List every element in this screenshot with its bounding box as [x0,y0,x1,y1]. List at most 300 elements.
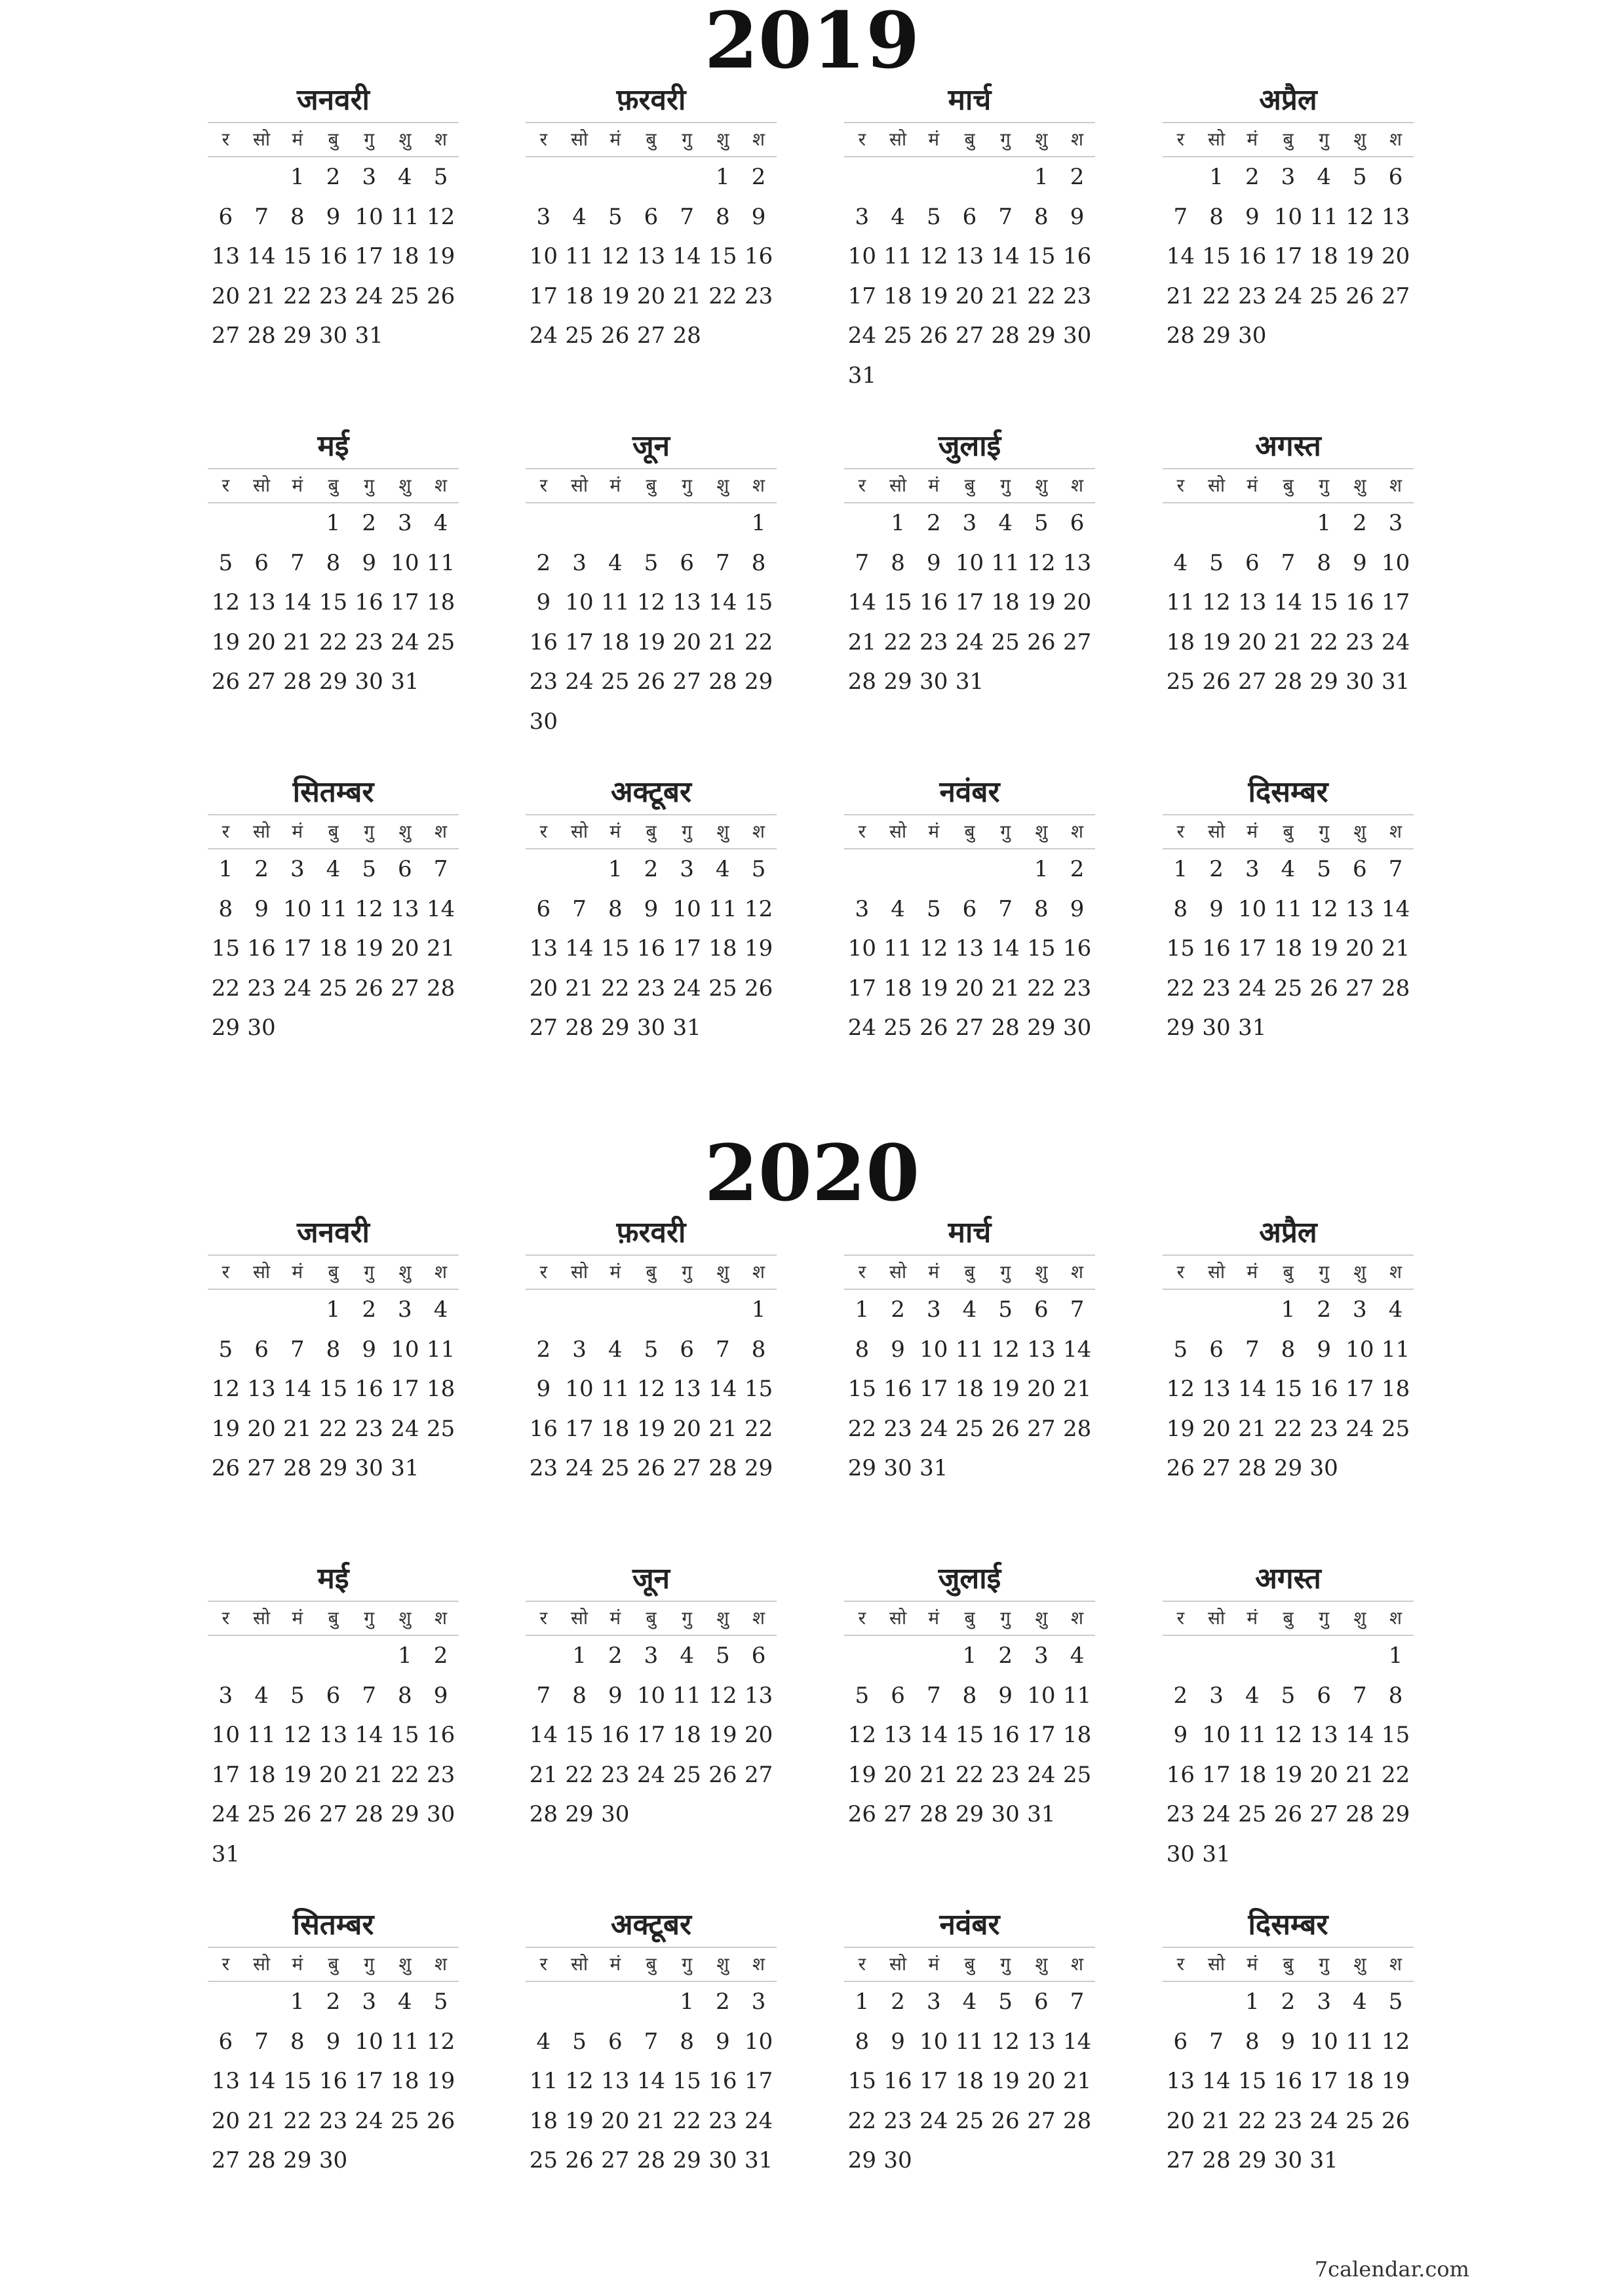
weekday-label: र [1176,1953,1185,1975]
empty-day-cell [526,1636,562,1676]
day-cell: 16 [636,935,666,962]
year-title: 2019 [704,0,920,86]
day-cell: 30 [1238,322,1267,349]
day-cell: 19 [1381,2068,1410,2094]
empty-day-cell [1199,1982,1235,2022]
day-cell: 1 [572,1643,587,1669]
day-cell: 23 [1273,2107,1303,2134]
day-cell: 13 [1345,895,1374,922]
weekday-label: मं [1247,1953,1258,1975]
month-block [1163,425,1414,702]
day-cell: 23 [355,629,383,655]
empty-day-cell [208,1290,244,1330]
day-cell: 24 [529,322,558,349]
day-cell: 3 [1245,856,1260,882]
month-block [208,1903,459,2181]
day-cell: 28 [283,669,312,695]
day-cell: 5 [644,1336,659,1363]
day-cell: 5 [855,1682,870,1709]
day-cell: 18 [1238,1761,1267,1788]
day-cell: 8 [326,549,341,576]
month-block [526,1903,777,2181]
day-cell: 9 [891,1336,905,1363]
month-name: फ़रवरी [616,1216,686,1249]
day-cell: 8 [716,203,730,230]
weekday-label: र [222,128,230,150]
day-cell: 3 [1353,1296,1367,1323]
day-cell: 30 [1345,669,1374,695]
day-cell: 17 [847,975,876,1002]
day-cell: 1 [1317,510,1331,536]
day-cell: 22 [565,1761,594,1788]
day-cell: 25 [672,1761,701,1788]
day-cell: 15 [601,935,630,962]
day-cell: 18 [1062,1722,1092,1748]
day-cell: 12 [636,589,666,615]
day-cell: 30 [1166,1840,1195,1867]
day-cell: 18 [1166,629,1195,655]
day-cell: 18 [1309,243,1338,269]
month-block [1163,79,1414,356]
day-cell: 30 [708,2147,737,2173]
day-cell: 22 [1202,282,1231,309]
weekday-label: बु [1283,1261,1294,1283]
empty-day-cell [633,1290,669,1330]
day-cell: 31 [1238,1015,1267,1041]
day-cell: 24 [919,1415,948,1442]
day-cell: 25 [1345,2107,1374,2134]
weekday-label: सो [252,475,271,496]
day-cell: 29 [1238,2147,1267,2173]
day-cell: 6 [1209,1336,1224,1363]
weekday-label: र [1176,128,1185,150]
weekday-label: बु [1283,128,1294,150]
day-cell: 19 [211,1415,240,1442]
day-cell: 1 [716,164,730,190]
day-cell: 25 [955,2107,984,2134]
month-block [526,771,777,1048]
day-cell: 28 [991,1015,1020,1041]
day-cell: 18 [955,2068,984,2094]
day-cell: 13 [391,895,419,922]
day-cell: 24 [1345,1415,1374,1442]
day-cell: 26 [426,2107,455,2134]
day-cell: 18 [991,589,1020,615]
day-cell: 5 [290,1682,305,1709]
day-cell: 3 [1388,510,1403,536]
day-cell: 29 [319,1455,348,1481]
empty-day-cell [1163,1636,1199,1676]
weekday-label: मं [1247,821,1258,842]
empty-day-cell [1199,1636,1235,1676]
month-name: अगस्त [1255,429,1321,463]
day-cell: 14 [919,1722,948,1748]
weekday-label: बु [646,475,657,496]
day-cell: 2 [1353,510,1367,536]
day-cell: 25 [1166,669,1195,695]
day-cell: 11 [319,895,348,922]
day-cell: 24 [283,975,312,1002]
day-cell: 30 [636,1015,666,1041]
day-cell: 18 [708,935,737,962]
day-cell: 3 [644,1643,659,1669]
day-cell: 11 [955,2028,984,2055]
day-cell: 4 [1388,1296,1403,1323]
month-name: अप्रैल [1259,1216,1317,1249]
empty-day-cell [952,157,988,197]
day-cell: 22 [708,282,737,309]
day-cell: 11 [883,935,912,962]
day-cell: 29 [847,2147,876,2173]
day-cell: 17 [955,589,984,615]
day-cell: 21 [247,282,276,309]
day-cell: 1 [218,856,233,882]
day-cell: 8 [1281,1336,1296,1363]
day-cell: 20 [601,2107,630,2134]
weekday-label: सो [570,1607,589,1629]
weekday-label: श [435,128,448,150]
day-cell: 23 [1166,1801,1195,1827]
day-cell: 21 [847,629,876,655]
day-cell: 19 [1202,629,1231,655]
day-cell: 26 [991,2107,1020,2134]
day-cell: 1 [855,1296,870,1323]
day-cell: 15 [391,1722,419,1748]
day-cell: 18 [426,1376,455,1402]
weekday-label: मं [292,1261,303,1283]
day-cell: 22 [283,2107,312,2134]
weekday-header [208,1601,459,1636]
weekday-label: र [222,821,230,842]
day-cell: 14 [247,2068,276,2094]
weekday-label: सो [570,1953,589,1975]
day-cell: 30 [319,322,348,349]
day-cell: 11 [1345,2028,1374,2055]
weekday-label: बु [328,1607,339,1629]
day-cell: 17 [565,1415,594,1442]
weekday-label: शु [398,128,412,150]
day-cell: 20 [672,1415,701,1442]
day-cell: 31 [391,669,419,695]
day-cell: 11 [391,203,419,230]
day-cell: 17 [847,282,876,309]
weekday-label: सो [570,475,589,496]
weekday-label: शु [1035,821,1048,842]
weekday-label: श [1071,475,1084,496]
day-cell: 28 [636,2147,666,2173]
day-cell: 28 [708,669,737,695]
day-cell: 7 [536,1682,551,1709]
day-cell: 11 [391,2028,419,2055]
weekday-label: श [435,1261,448,1283]
weekday-label: शु [716,821,729,842]
day-cell: 21 [991,282,1020,309]
day-cell: 12 [919,243,948,269]
day-cell: 29 [601,1015,630,1041]
day-cell: 30 [1062,1015,1092,1041]
day-cell: 3 [751,1989,766,2015]
day-cell: 2 [1281,1989,1296,2015]
day-cell: 21 [355,1761,383,1788]
weekday-label: सो [252,821,271,842]
day-cell: 13 [1309,1722,1338,1748]
day-cell: 31 [211,1840,240,1867]
day-cell: 7 [1070,1296,1085,1323]
day-cell: 22 [883,629,912,655]
empty-day-cell [526,849,562,889]
day-cell: 10 [847,243,876,269]
empty-day-cell [1306,1636,1342,1676]
month-block [208,79,459,356]
empty-day-cell [916,157,952,197]
day-cell: 4 [1281,856,1296,882]
day-cell: 30 [355,1455,383,1481]
day-cell: 14 [355,1722,383,1748]
weekday-label: गु [364,475,375,496]
day-cell: 29 [955,1801,984,1827]
day-cell: 11 [1062,1682,1092,1709]
day-cell: 1 [326,1296,341,1323]
weekday-label: बु [646,128,657,150]
day-cell: 16 [1166,1761,1195,1788]
day-cell: 23 [744,282,773,309]
day-cell: 25 [1273,975,1303,1002]
empty-day-cell [208,157,244,197]
weekday-label: शु [716,1953,729,1975]
weekday-label: मं [609,1261,621,1283]
day-grid [208,849,459,1048]
day-cell: 20 [247,1415,276,1442]
day-cell: 6 [1070,510,1085,536]
day-cell: 28 [426,975,455,1002]
weekday-label: र [222,1261,230,1283]
day-grid [1163,503,1414,702]
day-cell: 23 [601,1761,630,1788]
weekday-label: शु [1353,475,1366,496]
day-cell: 28 [991,322,1020,349]
day-cell: 12 [1202,589,1231,615]
day-cell: 15 [283,243,312,269]
day-cell: 27 [1027,2107,1056,2134]
day-cell: 1 [751,510,766,536]
day-cell: 14 [1062,1336,1092,1363]
day-cell: 4 [891,203,905,230]
day-cell: 5 [1353,164,1367,190]
day-cell: 8 [1245,2028,1260,2055]
day-cell: 18 [883,282,912,309]
day-cell: 9 [1317,1336,1331,1363]
day-cell: 1 [398,1643,412,1669]
day-cell: 14 [529,1722,558,1748]
day-cell: 16 [708,2068,737,2094]
weekday-label: बु [328,475,339,496]
month-block [526,1557,777,1835]
day-cell: 17 [1238,935,1267,962]
weekday-label: र [539,821,548,842]
day-cell: 3 [1034,1643,1049,1669]
day-cell: 17 [1027,1722,1056,1748]
day-cell: 13 [211,2068,240,2094]
day-cell: 26 [919,322,948,349]
day-cell: 18 [565,282,594,309]
weekday-label: गु [682,128,693,150]
day-cell: 10 [355,2028,383,2055]
day-cell: 26 [919,1015,948,1041]
weekday-label: शु [716,1261,729,1283]
day-cell: 5 [572,2028,587,2055]
day-cell: 18 [391,2068,419,2094]
weekday-header [208,122,459,157]
day-cell: 13 [955,243,984,269]
day-cell: 27 [247,669,276,695]
day-cell: 18 [1381,1376,1410,1402]
day-cell: 1 [1388,1643,1403,1669]
weekday-label: मं [609,821,621,842]
day-cell: 20 [211,282,240,309]
weekday-label: बु [328,128,339,150]
weekday-header [1163,1601,1414,1636]
day-cell: 10 [919,2028,948,2055]
day-cell: 26 [1166,1455,1195,1481]
day-cell: 3 [536,203,551,230]
day-cell: 10 [919,1336,948,1363]
day-cell: 28 [247,322,276,349]
day-cell: 5 [1281,1682,1296,1709]
day-cell: 24 [1202,1801,1231,1827]
day-cell: 16 [991,1722,1020,1748]
day-cell: 1 [1245,1989,1260,2015]
day-cell: 23 [247,975,276,1002]
weekday-header [208,1255,459,1290]
weekday-label: सो [252,128,271,150]
day-cell: 27 [883,1801,912,1827]
day-cell: 9 [1353,549,1367,576]
day-cell: 1 [326,510,341,536]
day-cell: 12 [991,1336,1020,1363]
day-cell: 25 [883,1015,912,1041]
weekday-label: शु [1035,1261,1048,1283]
day-cell: 19 [1273,1761,1303,1788]
day-cell: 25 [708,975,737,1002]
weekday-label: र [222,1953,230,1975]
day-cell: 22 [1381,1761,1410,1788]
day-cell: 18 [247,1761,276,1788]
day-cell: 12 [1381,2028,1410,2055]
weekday-label: श [1389,821,1402,842]
month-name: नवंबर [939,775,1000,809]
day-cell: 14 [1238,1376,1267,1402]
day-cell: 7 [855,549,870,576]
day-cell: 7 [716,1336,730,1363]
weekday-label: सो [252,1953,271,1975]
day-cell: 7 [1173,203,1188,230]
day-cell: 10 [1381,549,1410,576]
day-cell: 12 [1309,895,1338,922]
empty-day-cell [1234,1636,1270,1676]
day-cell: 10 [955,549,984,576]
day-cell: 6 [962,203,977,230]
empty-day-cell [880,157,916,197]
empty-day-cell [988,157,1024,197]
day-cell: 18 [601,629,630,655]
day-cell: 30 [426,1801,455,1827]
day-cell: 2 [326,1989,341,2015]
day-cell: 13 [1166,2068,1195,2094]
day-cell: 28 [283,1455,312,1481]
empty-day-cell [244,157,280,197]
day-cell: 1 [290,164,305,190]
day-cell: 2 [1070,164,1085,190]
day-cell: 24 [1273,282,1303,309]
weekday-label: बु [1283,1607,1294,1629]
empty-day-cell [562,1290,598,1330]
day-cell: 6 [751,1643,766,1669]
day-cell: 25 [1309,282,1338,309]
day-cell: 10 [529,243,558,269]
day-cell: 21 [708,629,737,655]
month-name: जुलाई [938,429,1001,463]
weekday-label: शु [1353,1953,1366,1975]
weekday-label: मं [928,1607,940,1629]
day-cell: 20 [672,629,701,655]
day-cell: 26 [636,1455,666,1481]
day-cell: 14 [708,589,737,615]
day-cell: 11 [1238,1722,1267,1748]
month-name: जनवरी [297,1216,370,1249]
day-cell: 18 [883,975,912,1002]
day-cell: 5 [716,1643,730,1669]
day-cell: 7 [644,2028,659,2055]
day-cell: 14 [636,2068,666,2094]
month-block [208,425,459,702]
day-cell: 5 [1034,510,1049,536]
day-cell: 19 [1345,243,1374,269]
day-cell: 10 [565,1376,594,1402]
day-cell: 30 [1202,1015,1231,1041]
empty-day-cell [279,503,315,543]
day-cell: 14 [283,1376,312,1402]
day-grid [844,849,1095,1048]
day-cell: 26 [211,1455,240,1481]
day-cell: 5 [751,856,766,882]
day-cell: 27 [636,322,666,349]
day-cell: 25 [426,629,455,655]
day-cell: 26 [991,1415,1020,1442]
day-cell: 5 [926,895,941,922]
weekday-label: र [539,475,548,496]
weekday-label: शु [716,1607,729,1629]
day-cell: 3 [398,510,412,536]
day-cell: 4 [716,856,730,882]
day-cell: 2 [716,1989,730,2015]
month-block [844,425,1095,702]
day-cell: 28 [1345,1801,1374,1827]
day-cell: 8 [1173,895,1188,922]
day-cell: 18 [319,935,348,962]
day-cell: 5 [926,203,941,230]
day-cell: 29 [1381,1801,1410,1827]
day-cell: 20 [391,935,419,962]
day-cell: 1 [891,510,905,536]
day-cell: 26 [355,975,383,1002]
weekday-label: र [858,475,866,496]
day-cell: 10 [355,203,383,230]
weekday-label: गु [682,475,693,496]
month-name: अक्टूबर [611,1908,691,1941]
month-block [526,79,777,356]
day-cell: 18 [955,1376,984,1402]
day-cell: 13 [744,1682,773,1709]
